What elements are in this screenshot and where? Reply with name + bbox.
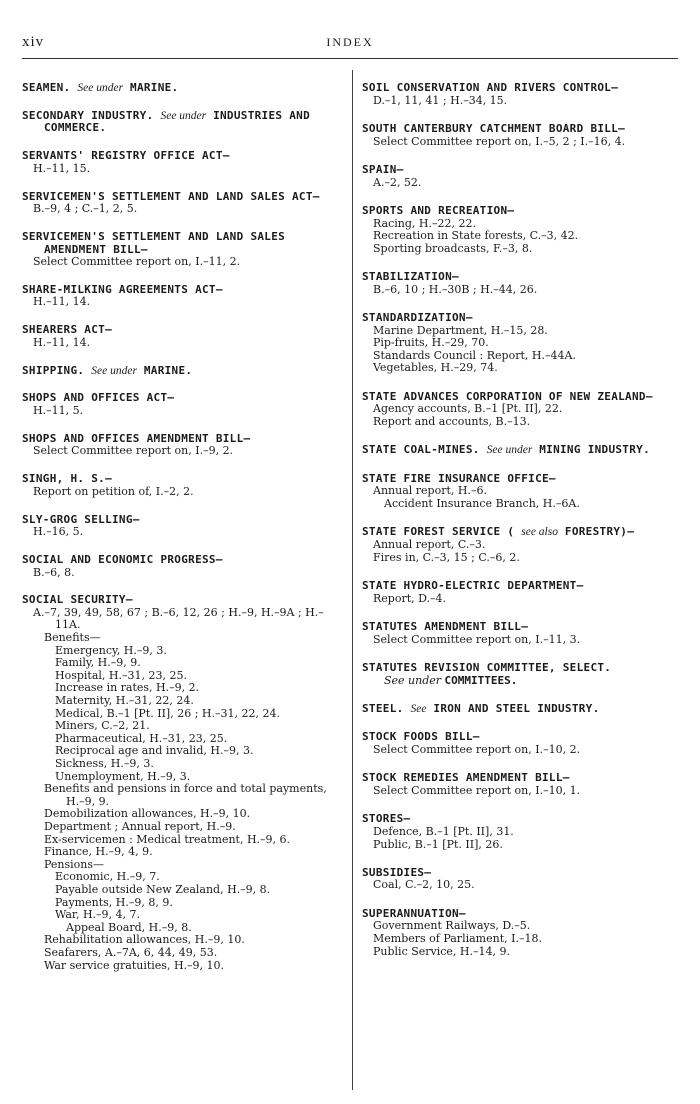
entry-subline: Medical, B.–1 [Pt. II], 26 ; H.–31, 22, 24. bbox=[55, 706, 280, 720]
heading-text: SERVANTS' REGISTRY OFFICE ACT— bbox=[22, 149, 230, 163]
entry-subline: Department ; Annual report, H.–9. bbox=[44, 819, 236, 833]
index-entry bbox=[22, 150, 344, 175]
heading-text: SERVICEMEN'S SETTLEMENT AND LAND SALES ACT— bbox=[22, 189, 320, 203]
heading-text: SHOPS AND OFFICES ACT— bbox=[22, 391, 175, 405]
entry-heading bbox=[362, 164, 680, 177]
entry-subline: Demobilization allowances, H.–9, 10. bbox=[44, 807, 251, 821]
entry-subline: Maternity, H.–31, 22, 24. bbox=[55, 694, 194, 708]
entry-subline: Defence, B.–1 [Pt. II], 31. bbox=[373, 824, 514, 838]
entry-subline: Public Service, H.–14, 9. bbox=[373, 944, 510, 958]
entry-subline: Fires in, C.–3, 15 ; C.–6, 2. bbox=[373, 550, 520, 564]
see-reference: See under bbox=[486, 444, 533, 457]
entry-subline: Emergency, H.–9, 3. bbox=[55, 643, 167, 657]
heading-text: STATUTES AMENDMENT BILL— bbox=[362, 619, 529, 633]
entry-heading bbox=[22, 82, 344, 95]
entry-heading bbox=[22, 554, 344, 567]
heading-text: SOCIAL SECURITY— bbox=[22, 593, 133, 607]
entry-subline: Accident Insurance Branch, H.–6A. bbox=[384, 497, 580, 511]
heading-text: STANDARDIZATION— bbox=[362, 311, 473, 325]
heading-text: STATE COAL-MINES. bbox=[362, 443, 480, 457]
entry-subline: A.–7, 39, 49, 58, 67 ; B.–6, 12, 26 ; H.–9, H.–9A ; H.–11A. bbox=[33, 605, 324, 632]
heading-text: STATUTES REVISION COMMITTEE, SELECT. bbox=[362, 660, 612, 674]
heading-text: SECONDARY INDUSTRY. bbox=[22, 108, 154, 122]
entry-heading bbox=[22, 324, 344, 337]
entry-subline: Hospital, H.–31, 23, 25. bbox=[55, 668, 187, 682]
heading-text: STATE ADVANCES CORPORATION OF NEW ZEALAND— bbox=[362, 389, 653, 403]
heading-text: SLY-GROG SELLING— bbox=[22, 512, 140, 526]
entry-subline: H.–11, 15. bbox=[33, 161, 91, 175]
entry-subline: Select Committee report on, I.–11, 3. bbox=[373, 632, 581, 646]
heading-text: SPORTS AND RECREATION— bbox=[362, 203, 515, 217]
index-entry bbox=[22, 110, 344, 135]
entry-subline: Recreation in State forests, C.–3, 42. bbox=[373, 229, 579, 243]
see-reference: See bbox=[410, 702, 427, 715]
entry-subline: Select Committee report on, I.–9, 2. bbox=[33, 444, 234, 458]
entry-subline: H.–11, 14. bbox=[33, 295, 91, 309]
index-entry bbox=[22, 594, 344, 972]
index-entry bbox=[362, 731, 680, 756]
entry-subline: Ex-servicemen : Medical treatment, H.–9, 6. bbox=[44, 832, 291, 846]
heading-text: STORES— bbox=[362, 812, 411, 826]
index-entry bbox=[362, 867, 680, 892]
index-entry bbox=[362, 205, 680, 255]
entry-heading bbox=[362, 703, 680, 716]
entry-subline: D.–1, 11, 41 ; H.–34, 15. bbox=[373, 93, 508, 107]
index-entry bbox=[22, 473, 344, 498]
see-target: MARINE. bbox=[143, 363, 193, 377]
heading-text: SHOPS AND OFFICES AMENDMENT BILL— bbox=[22, 431, 251, 445]
entry-subline: B.–9, 4 ; C.–1, 2, 5. bbox=[33, 202, 138, 216]
heading-text: SINGH, H. S.— bbox=[22, 472, 112, 486]
entry-subline: Payable outside New Zealand, H.–9, 8. bbox=[55, 882, 271, 896]
entry-heading bbox=[22, 231, 344, 256]
index-entry bbox=[22, 231, 344, 269]
entry-heading bbox=[362, 312, 680, 325]
entry-heading bbox=[362, 580, 680, 593]
entry-subline: Select Committee report on, I.–5, 2 ; I.–16, 4. bbox=[373, 134, 626, 148]
index-entry bbox=[362, 391, 680, 429]
see-reference: see also bbox=[521, 526, 558, 539]
index-entry bbox=[22, 365, 344, 378]
entry-heading bbox=[362, 123, 680, 136]
entry-subline: Unemployment, H.–9, 3. bbox=[55, 769, 191, 783]
index-entry bbox=[362, 444, 680, 457]
heading-text: SEAMEN. bbox=[22, 81, 71, 94]
entry-subline: Benefits and pensions in force and total payments, H.–9, 9. bbox=[44, 782, 327, 808]
page-header bbox=[22, 34, 678, 54]
entry-heading bbox=[22, 150, 344, 163]
heading-text: STATE FOREST SERVICE ( bbox=[362, 525, 515, 539]
entry-subline: Sporting broadcasts, F.–3, 8. bbox=[373, 241, 533, 255]
index-entry bbox=[362, 621, 680, 646]
entry-heading bbox=[22, 365, 344, 378]
index-entry bbox=[362, 662, 680, 687]
index-entry bbox=[362, 82, 680, 107]
index-entry bbox=[22, 514, 344, 539]
entry-heading bbox=[22, 594, 344, 607]
index-entry bbox=[362, 271, 680, 296]
entry-subline: Appeal Board, H.–9, 8. bbox=[66, 920, 192, 934]
entry-subline: Reciprocal age and invalid, H.–9, 3. bbox=[55, 744, 254, 758]
index-entry bbox=[362, 526, 680, 564]
see-reference: See under bbox=[384, 673, 442, 687]
entry-heading bbox=[362, 82, 680, 95]
see-target: COMMITTEES. bbox=[444, 673, 518, 687]
page-title: INDEX bbox=[326, 35, 374, 49]
heading-text: SOUTH CANTERBURY CATCHMENT BOARD BILL— bbox=[362, 121, 626, 135]
heading-text: SHIPPING. bbox=[22, 363, 85, 377]
index-entry bbox=[362, 312, 680, 375]
index-entry bbox=[362, 908, 680, 958]
index-entry bbox=[362, 164, 680, 189]
entry-subline: Vegetables, H.–29, 74. bbox=[373, 361, 498, 375]
entry-subline: Pensions— bbox=[44, 857, 105, 871]
column-divider bbox=[352, 70, 353, 1090]
entry-subline: Increase in rates, H.–9, 2. bbox=[55, 681, 200, 695]
heading-text: SUBSIDIES— bbox=[362, 865, 432, 879]
index-entry bbox=[22, 554, 344, 579]
heading-text: SUPERANNUATION— bbox=[362, 906, 466, 920]
heading-text: SHEARERS ACT— bbox=[22, 323, 112, 337]
entry-heading bbox=[22, 473, 344, 486]
header-rule bbox=[22, 58, 678, 59]
entry-subline: Coal, C.–2, 10, 25. bbox=[373, 878, 475, 892]
heading-text: SPAIN— bbox=[362, 162, 404, 176]
index-column-right bbox=[362, 82, 680, 974]
index-entry bbox=[22, 82, 344, 95]
index-entry bbox=[362, 703, 680, 716]
index-entry bbox=[362, 813, 680, 851]
entry-heading bbox=[22, 110, 344, 135]
entry-subline: Annual report, H.–6. bbox=[373, 484, 487, 498]
entry-subline: Rehabilitation allowances, H.–9, 10. bbox=[44, 933, 245, 947]
index-entry bbox=[22, 284, 344, 309]
heading-text: STATE FIRE INSURANCE OFFICE— bbox=[362, 471, 556, 485]
heading-text: STABILIZATION— bbox=[362, 270, 459, 284]
see-reference: See under bbox=[91, 364, 137, 377]
heading-text: STEEL. bbox=[362, 701, 404, 715]
see-target: IRON AND STEEL INDUSTRY. bbox=[433, 701, 600, 715]
entry-subline: H.–11, 5. bbox=[33, 404, 84, 417]
entry-subline: Members of Parliament, I.–18. bbox=[373, 932, 542, 946]
index-entry bbox=[362, 772, 680, 797]
see-line bbox=[362, 675, 680, 688]
heading-text: SOCIAL AND ECONOMIC PROGRESS— bbox=[22, 552, 223, 566]
see-reference: See under bbox=[77, 82, 124, 94]
entry-subline: A.–2, 52. bbox=[373, 175, 422, 189]
heading-text: STOCK FOODS BILL— bbox=[362, 730, 480, 744]
entry-subline: Report on petition of, I.–2, 2. bbox=[33, 484, 194, 498]
entry-subline: Annual report, C.–3. bbox=[373, 538, 486, 552]
entry-subline: Pip-fruits, H.–29, 70. bbox=[373, 336, 489, 350]
see-target: FORESTRY)— bbox=[564, 525, 635, 539]
entry-subline: H.–11, 14. bbox=[33, 335, 91, 349]
entry-subline: B.–6, 10 ; H.–30B ; H.–44, 26. bbox=[373, 282, 538, 296]
index-entry bbox=[22, 191, 344, 216]
entry-subline: War, H.–9, 4, 7. bbox=[55, 908, 141, 922]
index-entry bbox=[362, 473, 680, 511]
see-target: MINING INDUSTRY. bbox=[539, 443, 650, 457]
entry-subline: Racing, H.–22, 22. bbox=[373, 216, 476, 230]
entry-heading bbox=[362, 205, 680, 218]
entry-subline: Finance, H.–9, 4, 9. bbox=[44, 845, 153, 859]
entry-subline: Government Railways, D.–5. bbox=[373, 919, 531, 933]
entry-subline: Agency accounts, B.–1 [Pt. II], 22. bbox=[373, 402, 563, 416]
entry-subline: Public, B.–1 [Pt. II], 26. bbox=[373, 837, 503, 851]
entry-subline: Benefits— bbox=[44, 631, 101, 645]
entry-subline: Marine Department, H.–15, 28. bbox=[373, 323, 548, 337]
entry-subline: Select Committee report on, I.–10, 1. bbox=[373, 783, 581, 797]
see-target: MARINE. bbox=[130, 81, 179, 94]
heading-text: SERVICEMEN'S SETTLEMENT AND LAND SALES AMENDMENT BILL— bbox=[22, 229, 286, 256]
see-target: INDUSTRIES AND COMMERCE. bbox=[44, 108, 310, 135]
heading-text: STATE HYDRO-ELECTRIC DEPARTMENT— bbox=[362, 579, 584, 592]
entry-subline: Sickness, H.–9, 3. bbox=[55, 757, 154, 770]
entry-heading bbox=[362, 621, 680, 634]
entry-heading bbox=[362, 271, 680, 284]
index-entry bbox=[22, 324, 344, 349]
entry-subline: Seafarers, A.–7A, 6, 44, 49, 53. bbox=[44, 945, 218, 959]
entry-subline: Report, D.–4. bbox=[373, 591, 447, 605]
entry-subline: H.–16, 5. bbox=[33, 525, 84, 539]
entry-subline: Miners, C.–2, 21. bbox=[55, 719, 150, 733]
index-entry bbox=[362, 580, 680, 605]
heading-text: SHARE-MILKING AGREEMENTS ACT— bbox=[22, 282, 223, 296]
entry-subline: Payments, H.–9, 8, 9. bbox=[55, 895, 173, 909]
heading-text: STOCK REMEDIES AMENDMENT BILL— bbox=[362, 771, 570, 785]
entry-subline: Report and accounts, B.–13. bbox=[373, 415, 531, 429]
index-entry bbox=[22, 433, 344, 458]
entry-subline: War service gratuities, H.–9, 10. bbox=[44, 958, 225, 972]
entry-heading bbox=[362, 444, 680, 457]
entry-subline: B.–6, 8. bbox=[33, 565, 75, 579]
see-reference: See under bbox=[160, 109, 207, 122]
page-number: xiv bbox=[22, 34, 45, 50]
entry-subline: Pharmaceutical, H.–31, 23, 25. bbox=[55, 731, 228, 745]
index-entry bbox=[22, 392, 344, 417]
heading-text: SOIL CONSERVATION AND RIVERS CONTROL— bbox=[362, 81, 619, 94]
entry-subline: Family, H.–9, 9. bbox=[55, 656, 141, 670]
index-column-left bbox=[22, 82, 344, 987]
entry-subline: Select Committee report on, I.–10, 2. bbox=[373, 742, 581, 756]
entry-subline: Standards Council : Report, H.–44A. bbox=[373, 348, 576, 362]
entry-subline: Select Committee report on, I.–11, 2. bbox=[33, 255, 241, 269]
index-entry bbox=[362, 123, 680, 148]
entry-subline: Economic, H.–9, 7. bbox=[55, 870, 160, 884]
